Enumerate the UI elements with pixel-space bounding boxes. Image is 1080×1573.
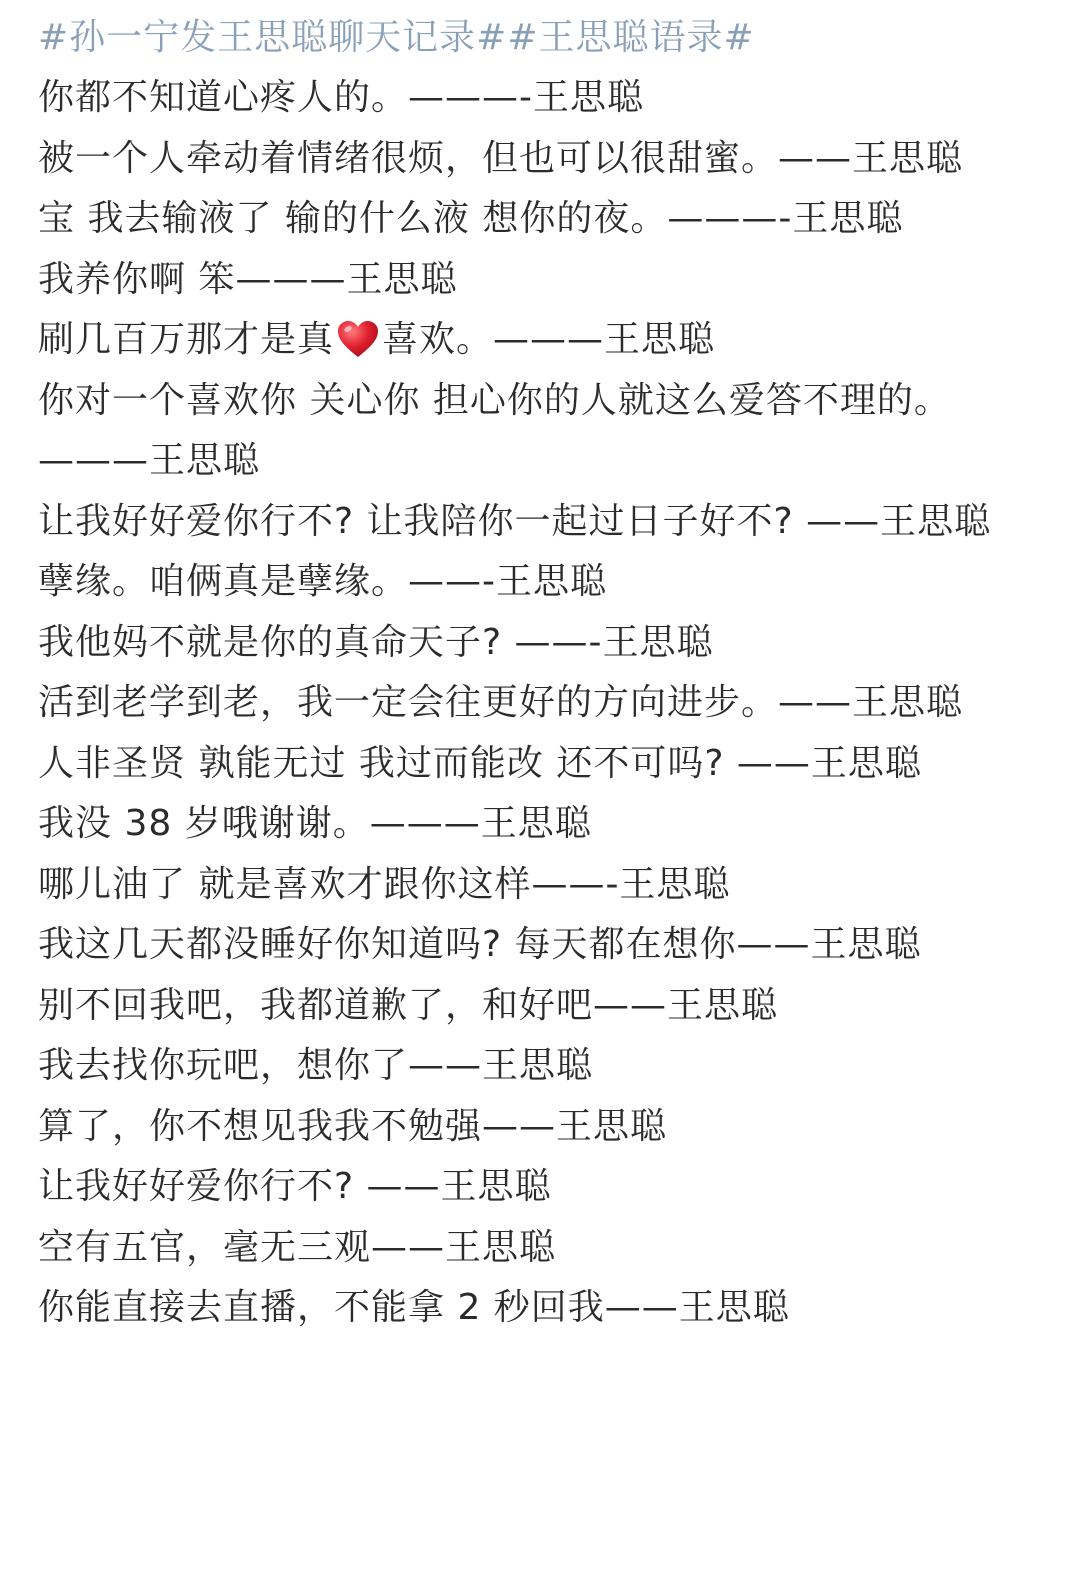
quote-item: 你对一个喜欢你 关心你 担心你的人就这么爱答不理的。———王思聪	[38, 379, 951, 481]
quote-item: 被一个人牵动着情绪很烦，但也可以很甜蜜。——王思聪	[38, 137, 964, 179]
quote-item: 我养你啊 笨———王思聪	[38, 258, 458, 300]
quote-text-after-heart: 喜欢。———王思聪	[382, 319, 716, 360]
hashtag-quotes[interactable]: #王思聪语录#	[507, 17, 755, 58]
quote-item: 我他妈不就是你的真命天子? ——-王思聪	[38, 621, 714, 663]
hashtag-chat-record[interactable]: #孙一宁发王思聪聊天记录#	[38, 17, 508, 58]
quote-item: 哪儿油了 就是喜欢才跟你这样——-王思聪	[38, 863, 731, 905]
quote-item: 你都不知道心疼人的。———-王思聪	[38, 77, 644, 118]
quote-item-with-heart	[38, 310, 1058, 371]
quote-text-before-heart: 刷几百万那才是真	[38, 319, 335, 360]
quote-item: 我没 38 岁哦谢谢。———王思聪	[38, 803, 592, 844]
quote-item: 别不回我吧，我都道歉了，和好吧——王思聪	[38, 984, 779, 1026]
quote-item: 你能直接去直播，不能拿 2 秒回我——王思聪	[38, 1287, 790, 1328]
quote-item: 宝 我去输液了 输的什么液 想你的夜。———-王思聪	[38, 198, 904, 239]
quote-list	[38, 68, 1058, 1339]
quote-item: 活到老学到老，我一定会往更好的方向进步。——王思聪	[38, 682, 964, 723]
hashtag-line	[38, 8, 1058, 68]
post-content	[38, 8, 1058, 1339]
quote-item: 孽缘。咱俩真是孽缘。——-王思聪	[38, 561, 607, 602]
quote-item: 人非圣贤 孰能无过 我过而能改 还不可吗? ——王思聪	[38, 742, 922, 784]
heart-icon	[336, 319, 380, 359]
quote-item: 我这几天都没睡好你知道吗? 每天都在想你——王思聪	[38, 924, 922, 965]
quote-item: 空有五官，毫无三观——王思聪	[38, 1226, 557, 1268]
quote-item: 我去找你玩吧，想你了——王思聪	[38, 1045, 594, 1086]
quote-item: 算了，你不想见我我不勉强——王思聪	[38, 1105, 668, 1147]
quote-item: 让我好好爱你行不? 让我陪你一起过日子好不? ——王思聪	[38, 500, 992, 542]
quote-item: 让我好好爱你行不? ——王思聪	[38, 1166, 552, 1207]
